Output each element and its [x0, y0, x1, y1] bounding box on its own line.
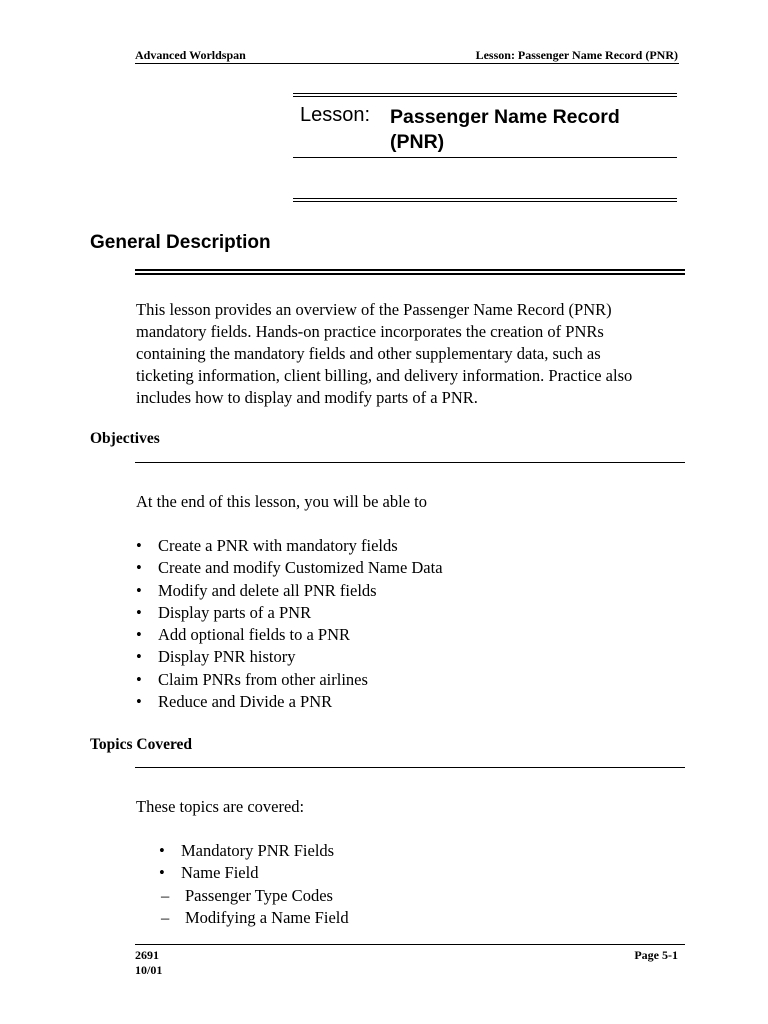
list-item-text: Modify and delete all PNR fields [158, 580, 377, 600]
topics-list [159, 840, 349, 929]
general-rule-2 [135, 273, 685, 275]
list-item [136, 646, 443, 668]
lesson-title-line-2: (PNR) [390, 131, 445, 153]
dash-icon: – [161, 907, 170, 927]
general-description-paragraph [136, 299, 696, 409]
bullet-icon: • [136, 602, 142, 622]
paragraph-line: mandatory fields. Hands-on practice incorporates the creation of PNRs [136, 322, 604, 341]
general-rule-1 [135, 269, 685, 271]
list-item [136, 624, 443, 646]
bullet-icon: • [136, 669, 142, 689]
title-box-bottom-rule-2 [293, 201, 677, 202]
bullet-icon: • [136, 580, 142, 600]
topics-heading: Topics Covered [90, 736, 193, 753]
topics-rule [135, 767, 685, 768]
title-box-top-rule-2 [293, 96, 677, 97]
bullet-icon: • [136, 625, 142, 645]
list-item [159, 862, 349, 884]
title-box-mid-rule [293, 157, 677, 158]
objectives-intro: At the end of this lesson, you will be able to [136, 492, 427, 511]
header-right: Lesson: Passenger Name Record (PNR) [475, 48, 678, 62]
bullet-icon: • [136, 558, 142, 578]
list-item [161, 885, 349, 907]
list-item-text: Passenger Type Codes [185, 885, 333, 905]
list-item [136, 557, 443, 579]
lesson-title [390, 105, 620, 155]
paragraph-line: ticketing information, client billing, and delivery information. Practice also [136, 366, 633, 385]
objectives-list [136, 535, 443, 713]
list-item-text: Create and modify Customized Name Data [158, 558, 443, 578]
list-item-text: Modifying a Name Field [185, 907, 349, 927]
objectives-rule [135, 462, 685, 463]
header-left: Advanced Worldspan [135, 48, 246, 62]
list-item-text: Reduce and Divide a PNR [158, 692, 333, 712]
objectives-heading: Objectives [90, 430, 160, 447]
bullet-icon: • [159, 863, 165, 883]
general-description-heading: General Description [90, 232, 271, 253]
paragraph-line: includes how to display and modify parts of a PNR. [136, 388, 478, 407]
list-item [136, 535, 443, 557]
doc-number: 2691 [135, 948, 159, 962]
lesson-title-line-1: Passenger Name Record [390, 106, 620, 128]
topics-intro: These topics are covered: [136, 797, 305, 816]
list-item-text: Name Field [181, 863, 259, 883]
bullet-icon: • [136, 692, 142, 712]
list-item [161, 907, 349, 929]
dash-icon: – [161, 885, 170, 905]
list-item [136, 580, 443, 602]
list-item-text: Display parts of a PNR [158, 602, 312, 622]
list-item-text: Claim PNRs from other airlines [158, 669, 368, 689]
doc-date: 10/01 [135, 963, 163, 977]
list-item [159, 840, 349, 862]
paragraph-line: containing the mandatory fields and other supplementary data, such as [136, 344, 601, 363]
list-item-text: Add optional fields to a PNR [158, 625, 351, 645]
footer-rule [135, 944, 685, 945]
header-rule [135, 63, 679, 64]
bullet-icon: • [136, 647, 142, 667]
list-item-text: Mandatory PNR Fields [181, 841, 335, 860]
list-item-text: Display PNR history [158, 647, 296, 667]
bullet-icon: • [136, 536, 142, 555]
list-item [136, 669, 443, 691]
page-number: Page 5-1 [634, 948, 678, 962]
title-box-bottom-rule-1 [293, 198, 677, 199]
lesson-label: Lesson: [300, 104, 371, 126]
list-item [136, 691, 443, 713]
paragraph-line: This lesson provides an overview of the Passenger Name Record (PNR) [136, 300, 612, 319]
bullet-icon: • [159, 841, 165, 860]
title-box-top-rule-1 [293, 93, 677, 94]
footer-left [135, 948, 162, 978]
list-item [136, 602, 443, 624]
list-item-text: Create a PNR with mandatory fields [158, 536, 398, 555]
